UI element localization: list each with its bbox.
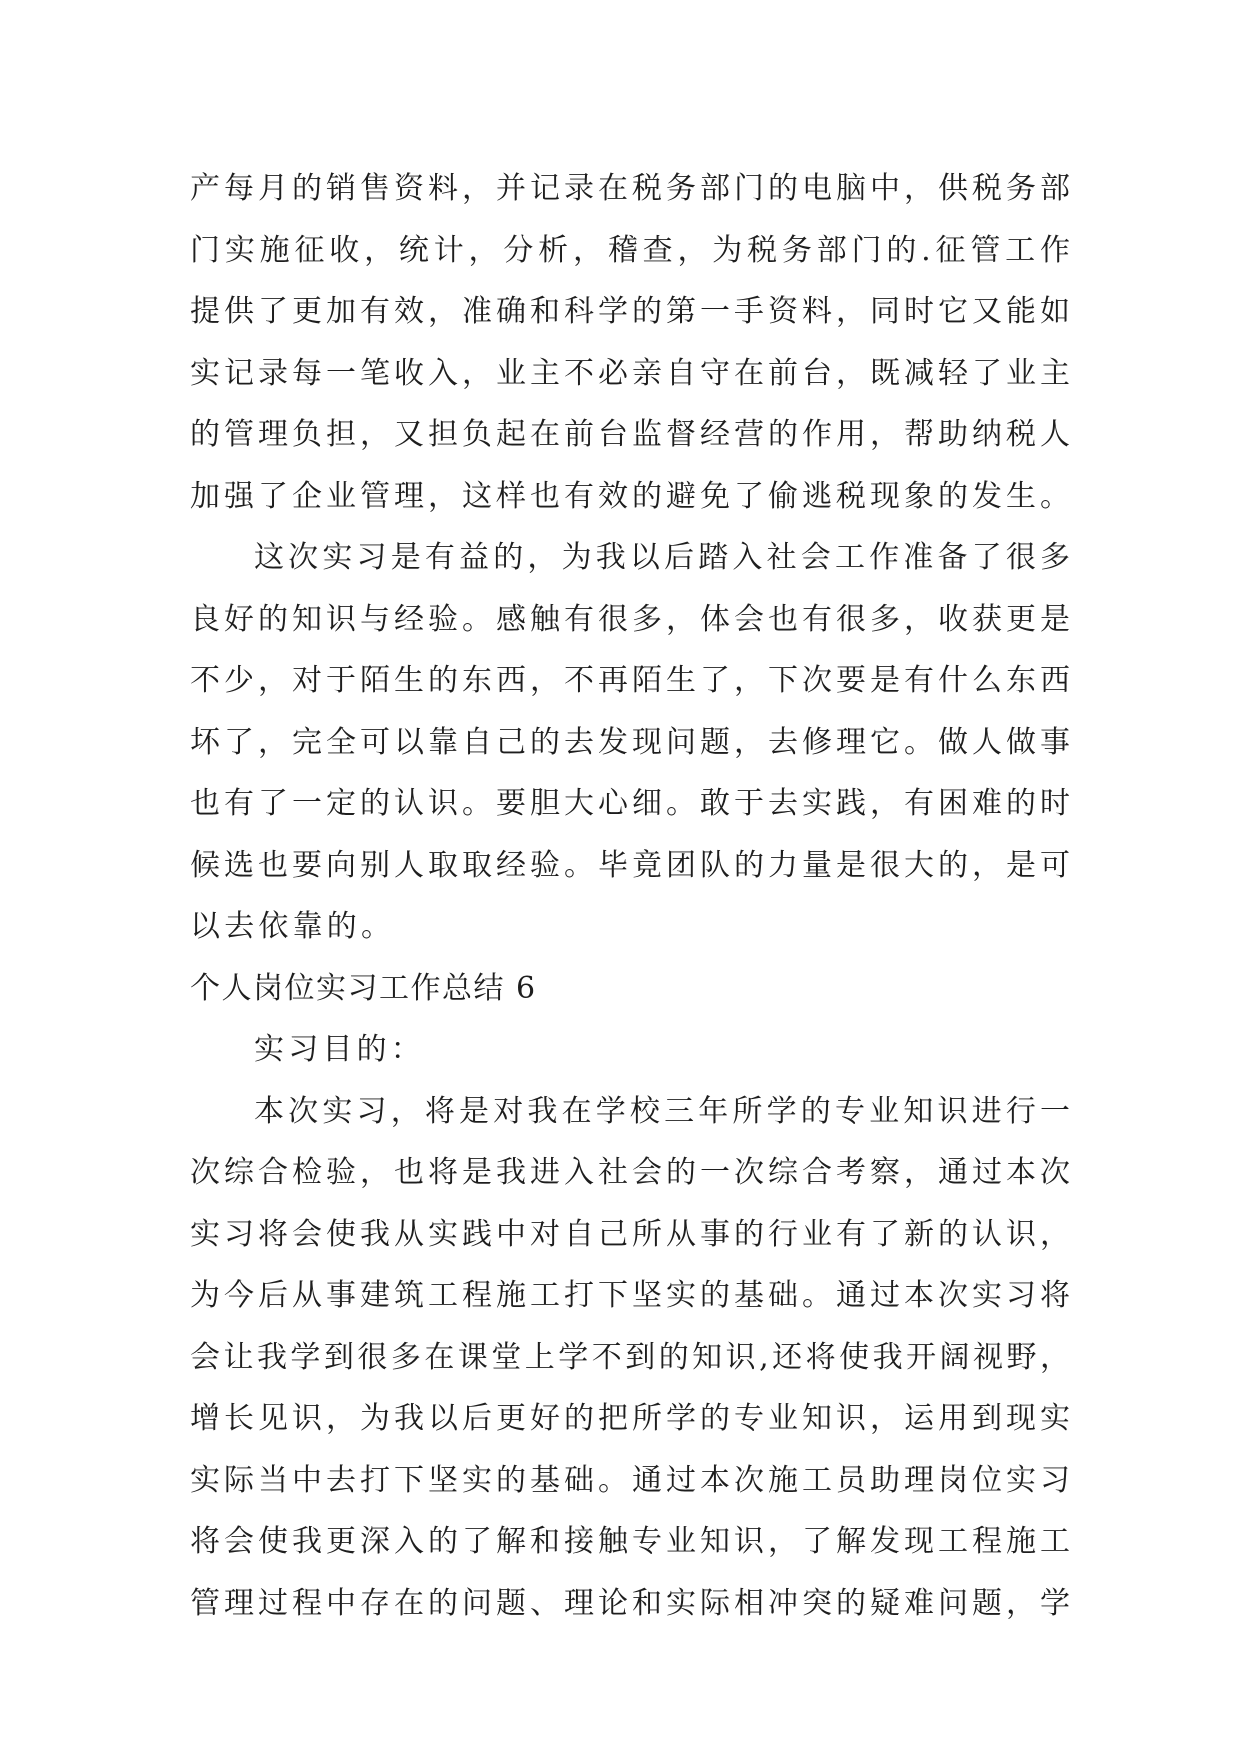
paragraph-line: 这次实习是有益的，为我以后踏入社会工作准备了很多 <box>254 540 1070 575</box>
paragraph-line: 实记录每一笔收入，业主不必亲自守在前台，既减轻了业主 <box>190 355 1070 391</box>
paragraph-line: 以去依靠的。 <box>190 909 396 944</box>
paragraph-line: 将会使我更深入的了解和接触专业知识，了解发现工程施工 <box>190 1524 1070 1559</box>
paragraph-line: 提供了更加有效，准确和科学的第一手资料，同时它又能如 <box>190 294 1070 329</box>
paragraph-line: 的管理负担，又担负起在前台监督经营的作用，帮助纳税人 <box>190 417 1070 452</box>
paragraph-line: 实际当中去打下坚实的基础。通过本次施工员助理岗位实习 <box>190 1462 1070 1498</box>
paragraph-line: 管理过程中存在的问题、理论和实际相冲突的疑难问题，学 <box>190 1585 1070 1621</box>
subheading: 实习目的： <box>254 1032 425 1067</box>
paragraph-line: 良好的知识与经验。感触有很多，体会也有很多，收获更是 <box>190 601 1070 637</box>
section-heading: 个人岗位实习工作总结 6 <box>190 970 537 1006</box>
paragraph-line: 候选也要向别人取取经验。毕竟团队的力量是很大的，是可 <box>190 847 1070 883</box>
paragraph-line: 次综合检验，也将是我进入社会的一次综合考察，通过本次 <box>190 1155 1070 1190</box>
paragraph-line: 不少，对于陌生的东西，不再陌生了，下次要是有什么东西 <box>190 663 1070 698</box>
paragraph-line: 会让我学到很多在课堂上学不到的知识,还将使我开阔视野， <box>190 1339 1070 1375</box>
paragraph-line: 本次实习，将是对我在学校三年所学的专业知识进行一 <box>254 1093 1070 1129</box>
paragraph-line: 门实施征收，统计，分析，稽查，为税务部门的.征管工作 <box>190 232 1070 268</box>
document-body <box>190 158 1070 1634</box>
paragraph-line: 也有了一定的认识。要胆大心细。敢于去实践，有困难的时 <box>190 786 1070 821</box>
paragraph-line: 加强了企业管理，这样也有效的避免了偷逃税现象的发生。 <box>190 478 1070 514</box>
paragraph-line: 增长见识，为我以后更好的把所学的专业知识，运用到现实 <box>190 1401 1070 1436</box>
paragraph-line: 产每月的销售资料，并记录在税务部门的电脑中，供税务部 <box>190 171 1070 206</box>
paragraph-line: 坏了，完全可以靠自己的去发现问题，去修理它。做人做事 <box>190 724 1070 760</box>
paragraph-line: 实习将会使我从实践中对自己所从事的行业有了新的认识， <box>190 1216 1070 1252</box>
paragraph-line: 为今后从事建筑工程施工打下坚实的基础。通过本次实习将 <box>190 1278 1070 1313</box>
